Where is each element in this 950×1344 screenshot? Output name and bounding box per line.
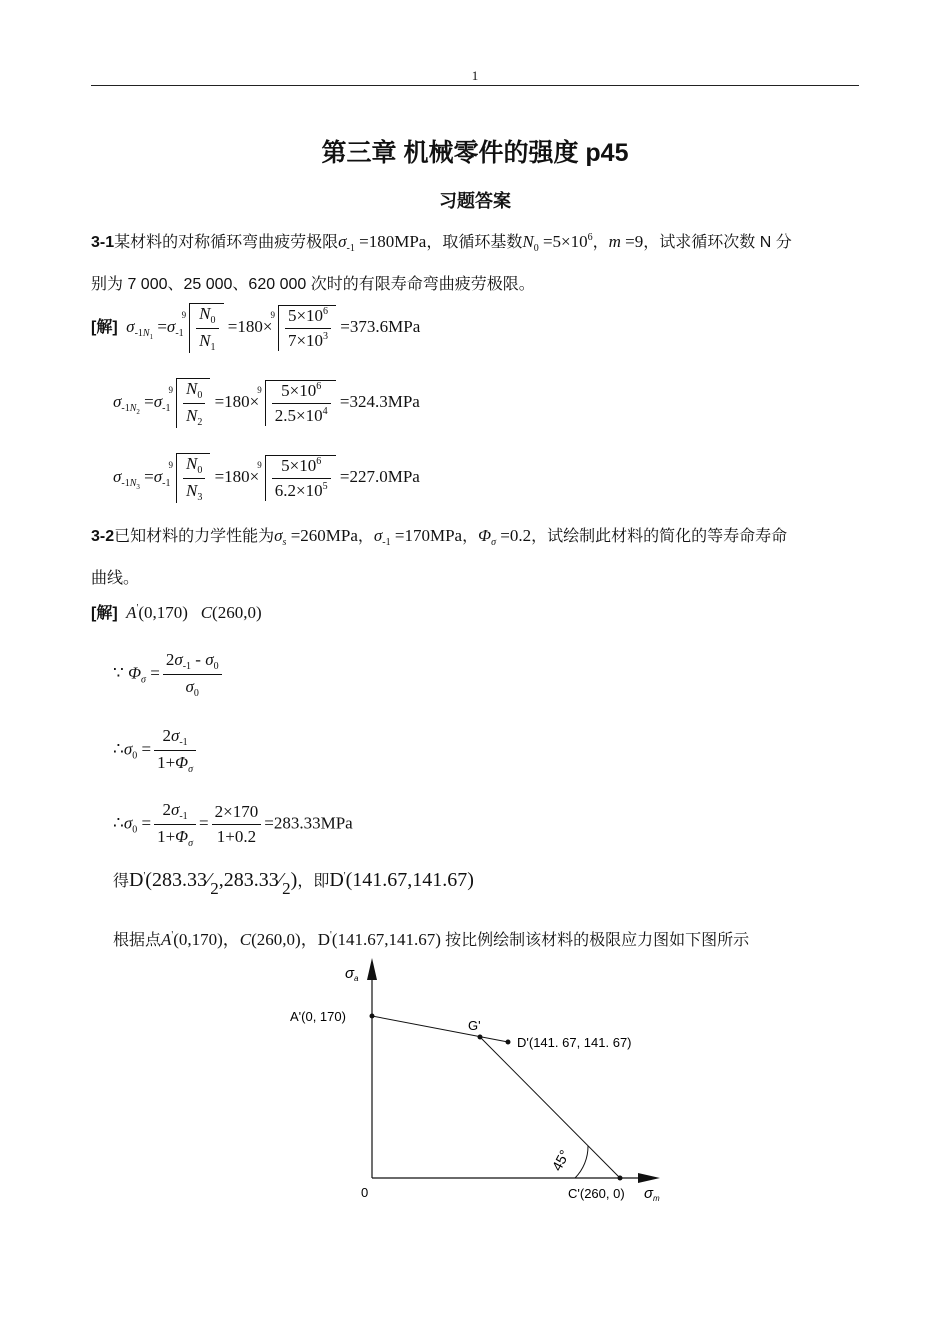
math-sigma: $\sigma_{-1} =180MPa$ — [338, 232, 427, 254]
equation-sigma0: $\therefore\sigma_0$ = $\frac{2\sigma_{-1}}{1+\Phi_\sigma}$ — [113, 726, 199, 775]
point-a — [370, 1014, 375, 1019]
header-rule — [91, 85, 859, 86]
line-g-c — [480, 1037, 620, 1178]
angle-arc — [575, 1146, 588, 1178]
solution-label: [解] — [91, 605, 118, 622]
point-d — [506, 1040, 511, 1045]
label-a: A'(0, 170) — [290, 1009, 346, 1024]
equation-phi: ∵ $\Phi_\sigma$ = $\frac{2\sigma_{-1} - \sigma_0}{\sigma_0}$ — [113, 650, 225, 699]
y-axis-arrow — [367, 958, 377, 980]
result-value: =373.6MPa — [340, 316, 421, 336]
solution-label: [解] — [91, 318, 118, 336]
limit-stress-diagram — [0, 950, 950, 1220]
point-c — [618, 1176, 623, 1181]
problem-number: 3-2 — [91, 528, 115, 545]
line-a-d — [372, 1016, 508, 1042]
math-n0: $N_0 =5\times 10^6$ — [522, 232, 593, 254]
chapter-title: 第三章 机械零件的强度 p45 — [321, 139, 629, 167]
label-origin: 0 — [361, 1185, 369, 1200]
problem-number: 3-1 — [91, 234, 115, 251]
equation-sigma0-value: $\therefore\sigma_0$ = $\frac{2\sigma_{-1}}{1+\Phi_\sigma}$ = $\frac{2\times 170}{1+0.2}$ =283.33MPa — [113, 800, 353, 849]
plot-instruction: 根据点A'(0,170)，C(260,0)，D'(141.67,141.67) 按比例绘制该材料的极限应力图如下图所示 — [113, 930, 750, 949]
result-value: =324.3MPa — [339, 391, 420, 411]
problem-text: ，试求循环次数 N 分 — [643, 234, 792, 251]
solution-3-1-row-1: [解] $\sigma_{-1N_1} =\sigma_{-1}^9$ $\frac{N_0}{N_1}$ =180×$^9$ $\frac{5\times 10^6}{7\times 10^3}$ =373.6MPa — [91, 304, 421, 353]
solution-3-1-row-3: $\sigma_{-1N_3} =\sigma_{-1}^9$ $\frac{N_0}{N_3}$ =180×$^9$ $\frac{5\times 10^6}{6.2\times 10^5}$ =227.0MPa — [113, 454, 420, 503]
label-c: C'(260, 0) — [568, 1186, 625, 1201]
problem-3-2: 3-2已知材料的力学性能为$\sigma_s =260MPa$，$\sigma_{-1} =170MPa$，$\Phi_\sigma =0.2$，试绘制此材料的简化的等寿命寿命 曲线。 — [91, 526, 788, 587]
label-y-axis: $\sigma_a$ — [345, 965, 359, 983]
label-x-axis: $\sigma_m$ — [644, 1185, 660, 1203]
point-g — [478, 1035, 483, 1040]
problem-text: 曲线。 — [91, 570, 140, 587]
label-d: D'(141. 67, 141. 67) — [517, 1035, 632, 1050]
problem-text: ，取循环基数 — [426, 234, 523, 251]
math-m: m =9 — [608, 232, 644, 251]
problem-text: 别为 7 000、25 000、620 000 次时的有限寿命弯曲疲劳极限。 — [91, 276, 535, 293]
solution-3-1-row-2: $\sigma_{-1N_2} =\sigma_{-1}^9$ $\frac{N_0}{N_2}$ =180×$^9$ $\frac{5\times 10^6}{2.5\times 10^4}$ =324.3MPa — [113, 379, 420, 428]
problem-text: 某材料的对称循环弯曲疲劳极限 — [114, 234, 339, 251]
label-g: G' — [468, 1018, 481, 1033]
label-angle: 45° — [548, 1147, 573, 1174]
point-d-derivation: 得$D'(283.33⁄_2,283.33⁄_2)$，即D'(141.67,141.67) — [113, 869, 474, 898]
section-subtitle: 习题答案 — [439, 191, 511, 211]
problem-text: ，试绘制此材料的简化的等寿命寿命 — [531, 528, 788, 545]
solution-3-2-points: [解] A'(0,170) C(260,0) — [91, 603, 262, 622]
problem-3-1: 3-1某材料的对称循环弯曲疲劳极限$\sigma_{-1} =180MPa$，取循环基数$N_0 =5\times 10^6$，m =9，试求循环次数 N 分 别为 7 000、25 000、620 000 次时的有限寿命弯曲疲劳极限。 — [91, 232, 792, 293]
page-number: 1 — [471, 68, 479, 83]
problem-text: 已知材料的力学性能为 — [114, 528, 275, 545]
result-value: =227.0MPa — [339, 466, 420, 486]
x-axis-arrow — [638, 1173, 660, 1183]
